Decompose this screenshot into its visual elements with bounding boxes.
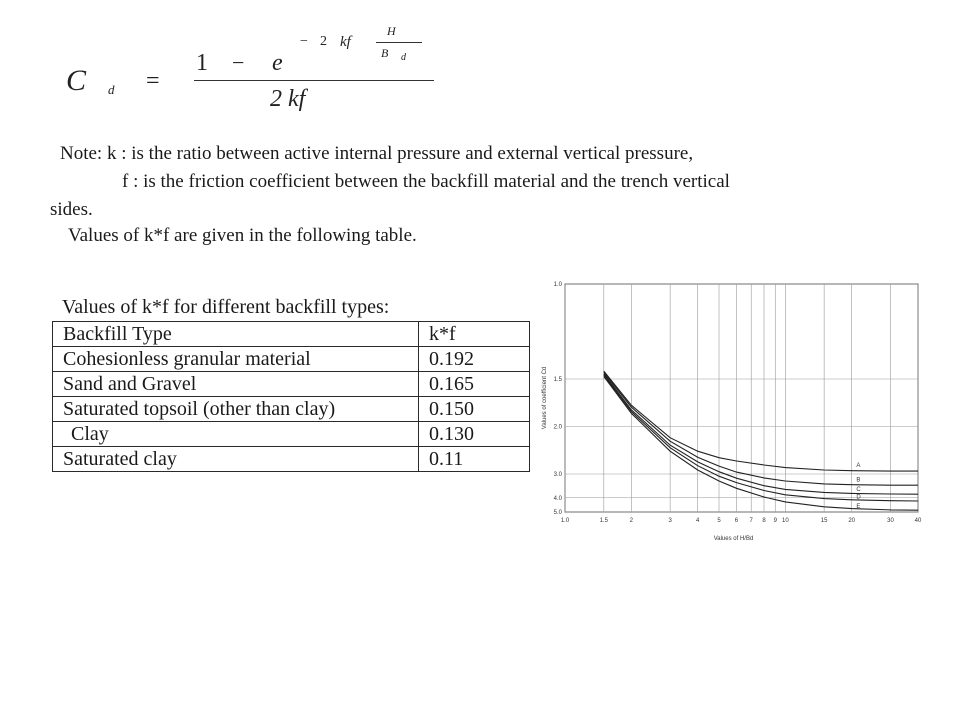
x-tick-label: 1.5 xyxy=(599,518,608,524)
note-line-2: f : is the friction coefficient between the backfill material and the trench vertical xyxy=(122,171,730,192)
table-cell: Saturated topsoil (other than clay) xyxy=(53,397,419,422)
formula-exp-coeff: 2 xyxy=(320,34,327,49)
x-tick-label: 15 xyxy=(820,518,828,524)
table-cell: Cohesionless granular material xyxy=(53,347,419,372)
table-cell: 0.11 xyxy=(419,447,530,472)
table-header-row xyxy=(53,322,530,347)
series-label-d: D xyxy=(856,494,861,501)
formula-main-fraction-bar xyxy=(194,80,434,81)
x-axis-label: Values of H/Bd xyxy=(713,536,754,542)
table-row xyxy=(53,347,530,372)
formula-exp-kf: kf xyxy=(340,34,351,50)
cd-coefficient-chart xyxy=(536,262,936,562)
series-line-a xyxy=(604,371,918,471)
x-tick-label: 5 xyxy=(717,518,721,524)
x-tick-label: 4 xyxy=(695,518,700,524)
formula-exp-frac-num: H xyxy=(387,24,396,38)
series-line-b xyxy=(604,372,918,485)
formula-exp-minus: − xyxy=(300,34,308,49)
y-tick-label: 2.0 xyxy=(553,424,562,431)
x-tick-label: 6 xyxy=(734,518,739,524)
y-tick-label: 4.0 xyxy=(553,495,562,502)
formula-exp-frac-den: B xyxy=(381,46,389,60)
table-cell: 0.150 xyxy=(419,397,530,422)
table-cell: Clay xyxy=(53,422,419,447)
x-tick-label: 2 xyxy=(629,518,634,524)
x-tick-label: 10 xyxy=(781,518,789,524)
x-tick-label: 9 xyxy=(773,518,777,524)
table-cell: Sand and Gravel xyxy=(53,372,419,397)
formula-numerator-base: e xyxy=(272,50,283,76)
backfill-table xyxy=(52,321,530,472)
note-line-4: Values of k*f are given in the following table. xyxy=(68,225,417,246)
y-tick-label: 3.0 xyxy=(553,472,562,478)
chart-curves xyxy=(604,371,918,510)
formula-exp-fraction-bar xyxy=(376,42,422,43)
x-tick-label: 3 xyxy=(668,518,672,524)
table-row xyxy=(53,422,530,447)
x-tick-label: 20 xyxy=(848,518,856,524)
series-label-b: B xyxy=(856,477,861,484)
y-tick-label: 1.0 xyxy=(553,282,562,288)
table-cell: 0.165 xyxy=(419,372,530,397)
formula-denominator: 2 kf xyxy=(270,86,306,112)
y-axis-label: Values of coefficient Cd xyxy=(542,366,548,430)
series-label-c: C xyxy=(856,487,861,494)
plot-frame xyxy=(565,284,918,512)
table-title: Values of k*f for different backfill types: xyxy=(62,296,390,318)
series-line-d xyxy=(604,375,918,501)
table-header-cell: Backfill Type xyxy=(53,322,419,347)
formula-numerator-minus: − xyxy=(232,50,245,75)
x-tick-label: 7 xyxy=(749,518,753,524)
table-row xyxy=(53,447,530,472)
note-line-1: Note: k : is the ratio between active internal pressure and external vertical pressure, xyxy=(60,143,694,164)
table-row xyxy=(53,397,530,422)
y-tick-label: 5.0 xyxy=(553,510,562,516)
formula-equals: = xyxy=(146,68,160,94)
table-cell: 0.130 xyxy=(419,422,530,447)
chart-grid xyxy=(565,284,918,512)
formula-exp-frac-den-sub: d xyxy=(401,52,406,63)
y-tick-label: 1.5 xyxy=(553,377,562,383)
series-label-a: A xyxy=(856,463,861,470)
chart-labels xyxy=(542,282,922,542)
formula-lhs-subscript: d xyxy=(108,82,115,97)
formula-lhs-symbol: C xyxy=(66,64,87,97)
table-header-cell: k*f xyxy=(419,322,530,347)
x-tick-label: 8 xyxy=(762,518,766,524)
x-tick-label: 30 xyxy=(887,518,894,524)
x-tick-label: 40 xyxy=(914,518,922,524)
series-line-c xyxy=(604,374,918,494)
note-line-3: sides. xyxy=(50,199,93,220)
series-label-e: E xyxy=(856,504,861,511)
formula-numerator-one: 1 xyxy=(196,50,208,76)
table-row xyxy=(53,372,530,397)
table-cell: Saturated clay xyxy=(53,447,419,472)
table-cell: 0.192 xyxy=(419,347,530,372)
x-tick-label: 1.0 xyxy=(560,518,570,524)
